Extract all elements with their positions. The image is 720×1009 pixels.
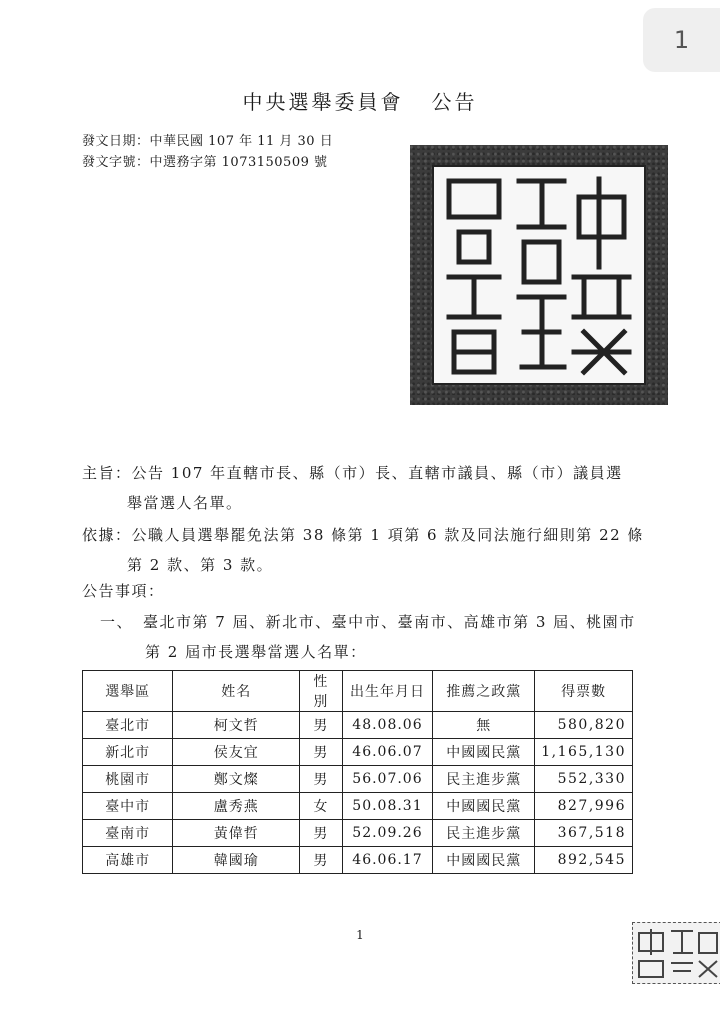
cell-birthdate: 46.06.07 [342,739,433,766]
basis-line-1: 公職人員選舉罷免法第 38 條第 1 項第 6 款及同法施行細則第 22 條 [131,526,644,544]
cell-party: 民主進步黨 [433,820,535,847]
subject-line-2: 舉當選人名單。 [127,494,243,512]
table-row [83,793,633,820]
basis-label: 依據： [82,526,132,544]
cell-gender: 男 [300,847,342,874]
cell-name: 柯文哲 [173,712,300,739]
subject-line-1: 公告 107 年直轄市長、縣（市）長、直轄市議員、縣（市）議員選 [131,464,623,482]
cell-party: 中國國民黨 [433,847,535,874]
subject-label: 主旨： [82,464,132,482]
table-row [83,847,633,874]
cell-votes: 1,165,130 [535,739,633,766]
cell-district: 高雄市 [83,847,173,874]
notice-item-number: 一、 [100,613,134,631]
cell-name: 韓國瑜 [173,847,300,874]
column-header-district: 選舉區 [83,671,173,712]
page-indicator-badge: 1 [643,8,720,72]
cell-party: 無 [433,712,535,739]
cell-birthdate: 50.08.31 [342,793,433,820]
cell-gender: 男 [300,712,342,739]
table-row [83,739,633,766]
issue-date [82,130,333,149]
cell-district: 桃園市 [83,766,173,793]
seal-face [434,167,644,383]
cell-birthdate: 56.07.06 [342,766,433,793]
cell-gender: 男 [300,766,342,793]
cell-birthdate: 46.06.17 [342,847,433,874]
cell-district: 新北市 [83,739,173,766]
elected-candidates-table [82,670,633,874]
cell-name: 鄭文燦 [173,766,300,793]
table-row [83,712,633,739]
column-header-birthdate: 出生年月日 [342,671,433,712]
table-row [83,766,633,793]
cell-birthdate: 48.08.06 [342,712,433,739]
cell-votes: 367,518 [535,820,633,847]
reference-number [82,151,328,170]
notice-item-1 [100,607,636,667]
notice-item-line-2: 第 2 屆市長選舉當選人名單： [145,643,367,661]
document-type: 公告 [431,90,478,114]
column-header-party: 推薦之政黨 [433,671,535,712]
cell-birthdate: 52.09.26 [342,820,433,847]
document-title [0,86,720,115]
official-seal-image [410,145,668,405]
cell-votes: 580,820 [535,712,633,739]
cell-gender: 男 [300,820,342,847]
column-header-gender: 性別 [300,671,342,712]
cell-votes: 827,996 [535,793,633,820]
cell-district: 臺南市 [83,820,173,847]
cell-votes: 892,545 [535,847,633,874]
column-header-name: 姓名 [173,671,300,712]
basis-paragraph [82,520,644,580]
cell-party: 中國國民黨 [433,739,535,766]
basis-line-2: 第 2 款、第 3 款。 [127,556,274,574]
reference-label: 發文字號： [82,155,150,170]
cell-district: 臺中市 [83,793,173,820]
cell-party: 民主進步黨 [433,766,535,793]
cell-gender: 男 [300,739,342,766]
cell-district: 臺北市 [83,712,173,739]
cell-name: 盧秀燕 [173,793,300,820]
cell-party: 中國國民黨 [433,793,535,820]
cell-name: 黃偉哲 [173,820,300,847]
issue-date-label: 發文日期： [82,134,150,149]
issue-date-value: 中華民國 107 年 11 月 30 日 [149,134,334,149]
reference-value: 中選務字第 1073150509 號 [149,155,328,170]
issuing-org: 中央選舉委員會 [242,90,404,114]
seal-glyphs [434,167,644,383]
notice-heading: 公告事項： [82,582,165,600]
page-number: 1 [356,928,364,942]
table-row [83,820,633,847]
cell-name: 侯友宜 [173,739,300,766]
table-header-row [83,671,633,712]
cell-gender: 女 [300,793,342,820]
cell-votes: 552,330 [535,766,633,793]
perforation-seal-stamp [632,922,720,984]
notice-item-line-1: 臺北市第 7 屆、新北市、臺中市、臺南市、高雄市第 3 屆、桃園市 [143,613,636,631]
stamp-glyphs [633,923,720,983]
subject-paragraph [82,458,623,518]
column-header-votes: 得票數 [535,671,633,712]
